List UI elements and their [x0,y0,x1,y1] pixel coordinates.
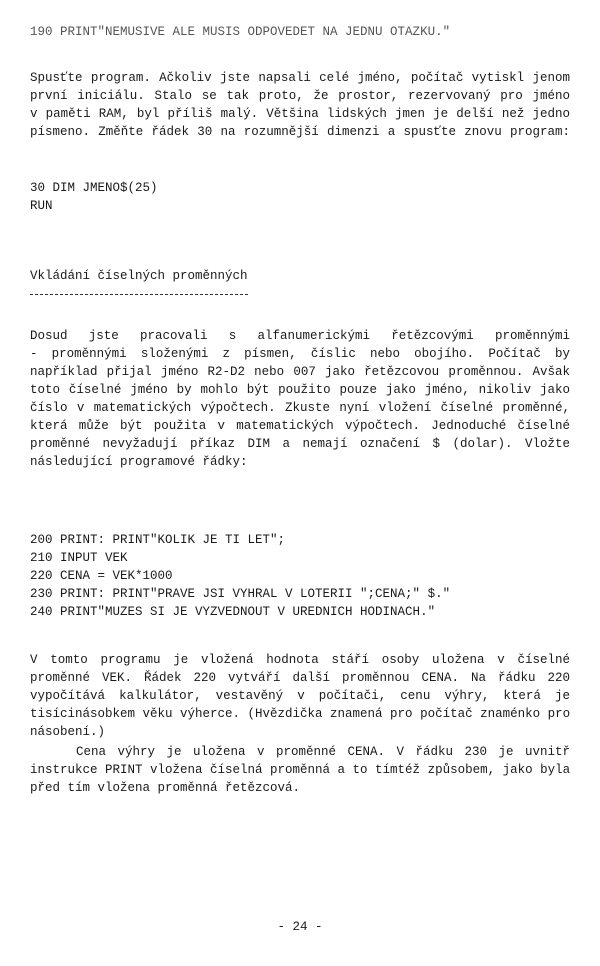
page-number: - 24 - [277,920,323,934]
paragraph-1-line-2: první iniciálu. Stalo se tak proto, že prostor, rezervovaný pro jméno [30,89,570,103]
paragraph-2-line-4: toto číselné jméno by mohlo být použito pouze jako jméno, nikoliv jako [30,383,570,397]
paragraph-3-line-5: násobení.) [30,725,106,739]
paragraph-2-line-5: číslo v matematických výpočtech. Zkuste nyní vložení číselné proměnné, [30,401,570,415]
heading-underline [30,294,248,295]
paragraph-1-line-1: Spusťte program. Ačkoliv jste napsali celé jméno, počítač vytiskl jenom [30,71,570,85]
paragraph-2-line-2: - proměnnými složenými z písmen, číslic nebo obojího. Počítač by [30,347,570,361]
paragraph-4-line-2: instrukce PRINT vložena číselná proměnná a to tímtéž způsobem, jako byla [30,763,571,777]
code-line-30: 30 DIM JMENO$(25) [30,181,158,195]
paragraph-4-line-1: Cena výhry je uložena v proměnné CENA. V řádku 230 je uvnitř [30,745,570,759]
code-line-200: 200 PRINT: PRINT"KOLIK JE TI LET"; [30,533,286,547]
paragraph-2-line-8: následující programové řádky: [30,455,248,469]
paragraph-3-line-3: vypočítává kalkulátor, vestavěný v počítači, cenu výhry, která je [30,689,570,703]
paragraph-3-line-4: tisícinásobkem věku výherce. (Hvězdička znamená pro počítač znaménko pro [30,707,571,721]
paragraph-4-line-3: před tím vložena proměnná řetězcová. [30,781,301,795]
paragraph-1-line-4: písmeno. Změňte řádek 30 na rozumnější dimenzi a spusťte znovu program: [30,125,570,139]
code-line-210: 210 INPUT VEK [30,551,128,565]
section-heading: Vkládání číselných proměnných [30,269,248,283]
code-line-190: 190 PRINT"NEMUSIVE ALE MUSIS ODPOVEDET NA JEDNU OTAZKU." [30,25,451,39]
code-line-230: 230 PRINT: PRINT"PRAVE JSI VYHRAL V LOTERII ";CENA;" $." [30,587,451,601]
paragraph-2-line-7: proměnné nevyžadují příkaz DIM a nemají označení $ (dolar). Vložte [30,437,570,451]
code-line-run: RUN [30,199,53,213]
code-line-220: 220 CENA = VEK*1000 [30,569,173,583]
code-line-240: 240 PRINT"MUZES SI JE VYZVEDNOUT V UREDNICH HODINACH." [30,605,436,619]
paragraph-3-line-2: proměnné VEK. Řádek 220 vytváří další proměnnou CENA. Na řádku 220 [30,671,570,685]
paragraph-2-line-1: Dosud jste pracovali s alfanumerickými řetězcovými proměnnými [30,329,570,343]
paragraph-2-line-3: například přijal jméno R2-D2 nebo 007 jako řetězcovou proměnnou. Avšak [30,365,570,379]
paragraph-3-line-1: V tomto programu je vložená hodnota stáří osoby uložena v číselné [30,653,570,667]
paragraph-2-line-6: která může být použita v matematických výpočtech. Jednoduché číselné [30,419,570,433]
paragraph-1-line-3: v paměti RAM, byl příliš malý. Většina lidských jmen je delší než jedno [30,107,570,121]
